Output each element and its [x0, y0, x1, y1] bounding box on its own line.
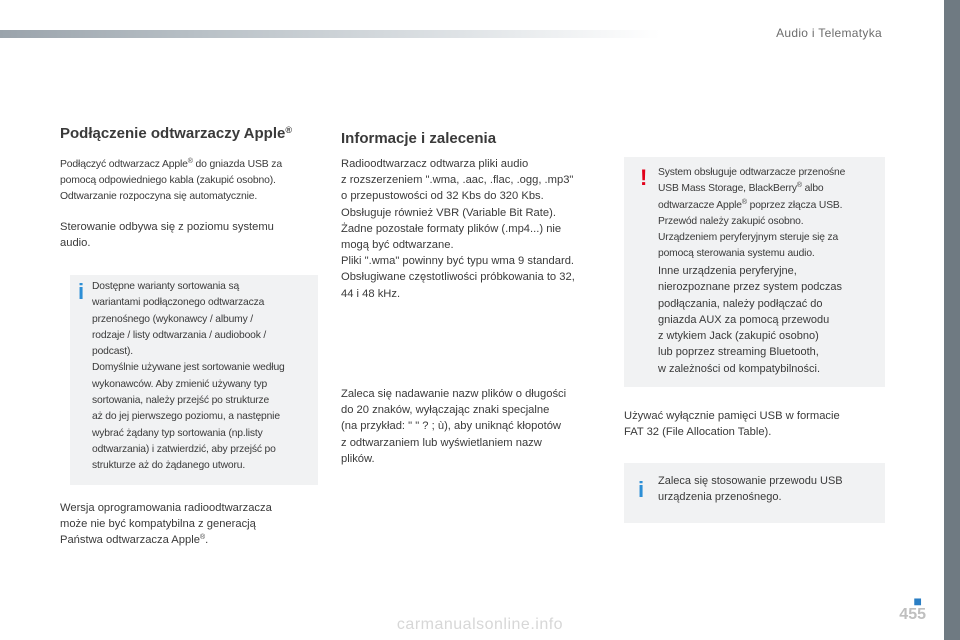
- paragraph-filenames: Zaleca się nadawanie nazw plików o długości do 20 znaków, wyłączając znaki specjalne (na przykład: " " ? ; ù), aby uniknąć kłopotów z odtwarzaniem lub wyświetlaniem nazw plików.: [341, 388, 567, 465]
- info-box-cable: [624, 463, 885, 523]
- paragraph-control: Sterowanie odbywa się z poziomu systemu audio.: [60, 221, 274, 250]
- info-box-sorting: [70, 275, 318, 485]
- paragraph-connect: Podłączyć odtwarzacz Apple® do gniazda USB za pomocą odpowiedniego kabla (zakupić osobno). Odtwarzanie rozpoczyna się automatycznie.: [60, 158, 282, 203]
- info-text-cable: Zaleca się stosowanie przewodu USB urządzenia przenośnego.: [658, 475, 843, 504]
- page-number: 455: [899, 606, 926, 623]
- page-dots: ■: [913, 593, 922, 609]
- page-edge-strip: [944, 0, 960, 640]
- paragraph-formats: Radioodtwarzacz odtwarza pliki audio z rozszerzeniem ".wma, .aac, .flac, .ogg, .mp3" o przepustowości od 32 Kbs do 320 Kbs. Obsługuje również VBR (Variable Bit Rate). Żadne pozostałe formaty plików (.mp4...) nie mogą być odtwarzane. Pliki ".wma" powinny być typu wma 9 standard. Obsługiwane częstotliwości próbkowania to 32, 44 i 48 kHz.: [341, 158, 575, 300]
- warning-box-devices: [624, 157, 885, 387]
- section-title: Audio i Telematyka: [776, 26, 882, 40]
- warning-text-devices: System obsługuje odtwarzacze przenośne USB Mass Storage, BlackBerry® albo odtwarzacze Apple® poprzez złącza USB. Przewód należy zakupić osobno. Urządzeniem peryferyjnym steruje się za pomocą sterowania systemu audio.: [658, 167, 846, 260]
- heading-apple: Podłączenie odtwarzaczy Apple®: [60, 125, 292, 142]
- heading-info: Informacje i zalecenia: [341, 130, 497, 147]
- info-icon: i: [78, 279, 85, 304]
- info-icon: i: [638, 477, 645, 502]
- header-gradient-bar: [0, 30, 660, 38]
- watermark: carmanualsonline.info: [396, 616, 564, 633]
- paragraph-fat32: Używać wyłącznie pamięci USB w formacie FAT 32 (File Allocation Table).: [624, 410, 840, 439]
- paragraph-software: Wersja oprogramowania radioodtwarzacza może nie być kompatybilna z generacją Państwa odtwarzacza Apple®.: [60, 502, 272, 547]
- warning-text-other-devices: Inne urządzenia peryferyjne, nierozpoznane przez system podczas podłączania, należy podłączać do gniazda AUX za pomocą przewodu z wtykiem Jack (zakupić osobno) lub poprzez streaming Bluetooth, w zależności od kompatybilności.: [658, 265, 843, 375]
- warning-icon: !: [640, 165, 648, 190]
- info-text-sorting: Dostępne warianty sortowania są wariantami podłączonego odtwarzacza przenośnego (wykonawcy / albumy / rodzaje / listy odtwarzania / audiobook / podcast). Domyślnie używane jest sortowanie według wykonawców. Aby zmienić używany typ sortowania, należy przejść po strukturze aż do jej pierwszego poziomu, a następnie wybrać żądany typ sortowania (np.listy odtwarzania) i zatwierdzić, aby przejść po strukturze aż do żądanego utworu.: [92, 281, 285, 472]
